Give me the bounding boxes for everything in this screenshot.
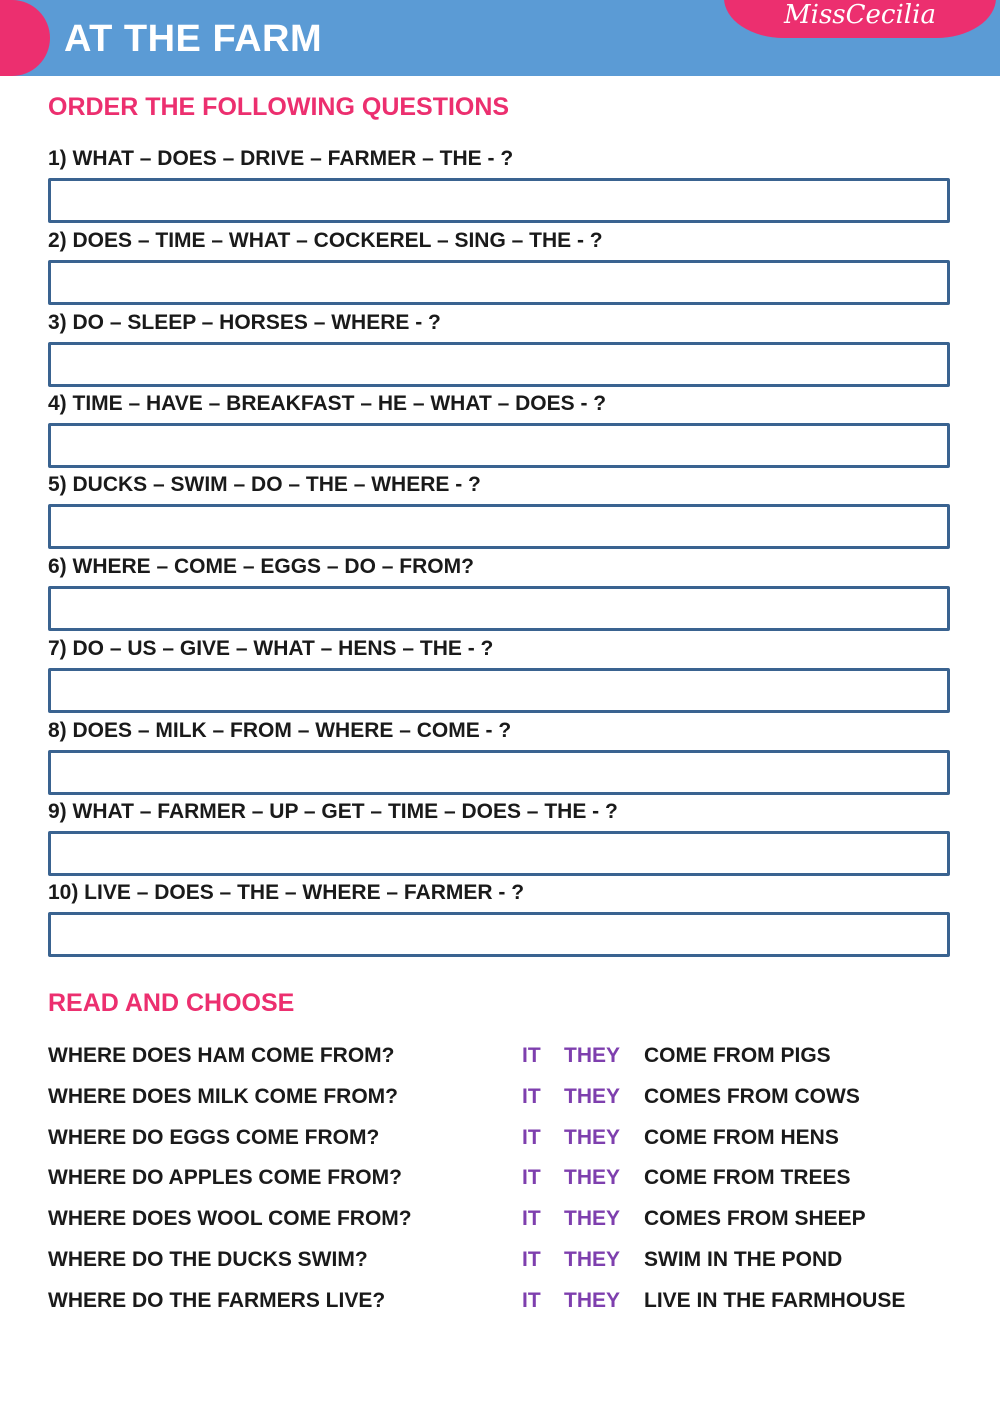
- signature-badge: [724, 0, 996, 38]
- answer-input[interactable]: [48, 831, 950, 876]
- question-item: [48, 636, 950, 713]
- section-title-order: ORDER THE FOLLOWING QUESTIONS: [48, 93, 510, 121]
- answer-input[interactable]: [48, 750, 950, 795]
- choose-list: [48, 1044, 958, 1330]
- choose-answer: COME FROM PIGS: [644, 1044, 831, 1067]
- option-they[interactable]: THEY: [564, 1044, 621, 1067]
- question-label: 4) TIME – HAVE – BREAKFAST – HE – WHAT – DOES - ?: [48, 392, 607, 415]
- choose-row: [48, 1044, 958, 1085]
- option-they[interactable]: THEY: [564, 1207, 621, 1231]
- answer-input[interactable]: [48, 586, 950, 631]
- choose-question: WHERE DOES MILK COME FROM?: [48, 1084, 398, 1108]
- choose-answer: LIVE IN THE FARMHOUSE: [644, 1288, 906, 1312]
- choose-question: WHERE DOES HAM COME FROM?: [48, 1044, 395, 1067]
- option-it[interactable]: IT: [522, 1084, 541, 1108]
- choose-answer: COMES FROM SHEEP: [644, 1207, 866, 1231]
- choose-row: [48, 1126, 958, 1167]
- question-label: 7) DO – US – GIVE – WHAT – HENS – THE - ?: [48, 637, 494, 660]
- question-label: 8) DOES – MILK – FROM – WHERE – COME - ?: [48, 719, 512, 742]
- option-they[interactable]: THEY: [564, 1084, 621, 1108]
- question-label: 6) WHERE – COME – EGGS – DO – FROM?: [48, 555, 474, 578]
- option-it[interactable]: IT: [522, 1247, 541, 1271]
- option-they[interactable]: THEY: [564, 1247, 621, 1271]
- answer-input[interactable]: [48, 423, 950, 468]
- choose-answer: COME FROM HENS: [644, 1125, 839, 1149]
- question-label: 3) DO – SLEEP – HORSES – WHERE - ?: [48, 311, 441, 334]
- option-it[interactable]: IT: [522, 1044, 541, 1067]
- choose-question: WHERE DO APPLES COME FROM?: [48, 1166, 402, 1190]
- option-it[interactable]: IT: [522, 1288, 541, 1312]
- signature-text: MissCecilia: [784, 0, 936, 30]
- option-they[interactable]: THEY: [564, 1125, 621, 1149]
- choose-row: [48, 1248, 958, 1289]
- question-item: [48, 880, 950, 957]
- question-item: [48, 310, 950, 387]
- question-label: 1) WHAT – DOES – DRIVE – FARMER – THE - ?: [48, 147, 514, 170]
- question-label: 2) DOES – TIME – WHAT – COCKEREL – SING – THE - ?: [48, 229, 603, 252]
- question-item: [48, 472, 950, 549]
- question-item: [48, 718, 950, 795]
- question-item: [48, 391, 950, 468]
- question-item: [48, 146, 950, 223]
- answer-input[interactable]: [48, 668, 950, 713]
- option-it[interactable]: IT: [522, 1166, 541, 1190]
- question-item: [48, 799, 950, 876]
- question-item: [48, 228, 950, 305]
- option-it[interactable]: IT: [522, 1207, 541, 1231]
- header-accent-tab: [0, 0, 50, 76]
- choose-answer: SWIM IN THE POND: [644, 1247, 843, 1271]
- section-title-choose: READ AND CHOOSE: [48, 989, 295, 1017]
- choose-row: [48, 1166, 958, 1207]
- option-they[interactable]: THEY: [564, 1288, 621, 1312]
- question-item: [48, 554, 950, 631]
- choose-answer: COME FROM TREES: [644, 1166, 851, 1190]
- choose-row: [48, 1085, 958, 1126]
- question-label: 10) LIVE – DOES – THE – WHERE – FARMER - ?: [48, 881, 525, 904]
- answer-input[interactable]: [48, 912, 950, 957]
- header-banner: [0, 0, 1000, 76]
- question-label: 9) WHAT – FARMER – UP – GET – TIME – DOES – THE - ?: [48, 800, 618, 823]
- answer-input[interactable]: [48, 178, 950, 223]
- option-it[interactable]: IT: [522, 1125, 541, 1149]
- option-they[interactable]: THEY: [564, 1166, 621, 1190]
- question-label: 5) DUCKS – SWIM – DO – THE – WHERE - ?: [48, 473, 481, 496]
- answer-input[interactable]: [48, 260, 950, 305]
- choose-row: [48, 1207, 958, 1248]
- choose-question: WHERE DO THE DUCKS SWIM?: [48, 1247, 368, 1271]
- choose-row: [48, 1289, 958, 1330]
- choose-question: WHERE DO THE FARMERS LIVE?: [48, 1288, 386, 1312]
- choose-question: WHERE DO EGGS COME FROM?: [48, 1125, 380, 1149]
- page-title: AT THE FARM: [64, 18, 323, 60]
- answer-input[interactable]: [48, 504, 950, 549]
- choose-answer: COMES FROM COWS: [644, 1084, 860, 1108]
- answer-input[interactable]: [48, 342, 950, 387]
- choose-question: WHERE DOES WOOL COME FROM?: [48, 1207, 412, 1231]
